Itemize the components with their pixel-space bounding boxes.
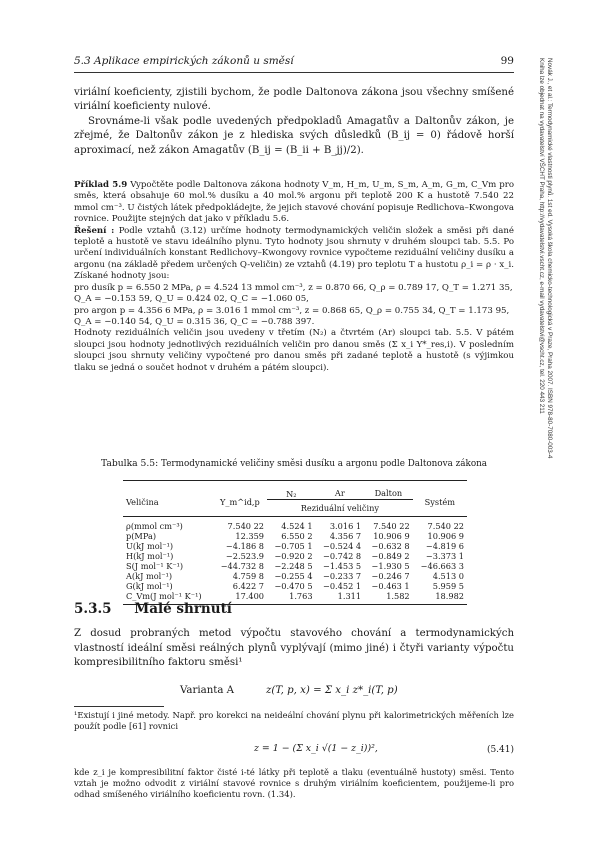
cell-ar: −0.233 7	[322, 571, 362, 581]
header-title: 5.3 Aplikace empirických zákonů u směsí	[74, 55, 294, 67]
cell-sys: 7.540 22	[427, 521, 464, 531]
example-closing: Hodnoty reziduálních veličin jsou uvedeny v třetím (N₂) a čtvrtém (Ar) sloupci tab. 5.5. V pátém sloupci jsou hodnoty jednotlivých reziduálních veličin pro danou směs (Σ x_i Y*_res,i). V posledním sloupci jsou shrnuty veličiny vypočtené pro danou směs při zadané teplotě a hustotě (s výjimkou tlaku se jedná o součet hodnot v druhém a pátém sloupci).	[74, 328, 514, 373]
table-caption-label: Tabulka 5.5:	[100, 458, 159, 469]
nitrogen-values-1: pro dusík p = 6.550 2 MPa, ρ = 4.524 13 mmol cm⁻³, z = 0.870 66, Q_ρ = 0.789 17, Q_T = 1.271 35,	[74, 282, 513, 293]
cell-dalton: 7.540 22	[373, 521, 410, 531]
cell-n2: 4.524 1	[281, 521, 313, 531]
cell-sys: −46.663 3	[420, 561, 464, 571]
cell-n2: −0.470 5	[274, 581, 313, 591]
variant-a	[180, 685, 398, 696]
solution-label: Řešení :	[74, 225, 115, 236]
footnote-text-2: kde z_i je kompresibilitní faktor čisté i-té látky při teplotě a tlaku (eventuálně hustoty) směsi. Tento vztah je možno odvodit z viriální stavové rovnice s druhým viriálním koeficientem, použijeme-li pro odhad smíšeného viriálního koeficientu rovn. (1.34).	[74, 766, 514, 800]
equation-number: (5.41)	[486, 744, 514, 755]
argon-values-2: Q_A = −0.140 54, Q_U = 0.315 36, Q_C = −0.788 397.	[74, 316, 315, 327]
cell-q: G(kJ mol⁻¹)	[126, 581, 173, 591]
cell-n2: 1.763	[289, 591, 313, 601]
col-ideal: Y_m^id,p	[219, 496, 260, 507]
page-number: 99	[500, 55, 514, 67]
cell-id: 12.359	[235, 531, 265, 541]
cell-q: ρ(mmol cm⁻³)	[126, 521, 183, 531]
table-row	[123, 581, 467, 591]
solution-text: Podle vztahů (3.12) určíme hodnoty termodynamických veličin složek a směsi při dané teplotě a hustotě ve stavu ideálního plynu. Tyto hodnoty jsou shrnuty v druhém sloupci tab. 5.5. Po určení individuálních konstant Redlichovy–Kwongovy rovnice vypočteme reziduální veličiny dusíku a argonu (na základě předem určených Q-veličin) ze vztahů (4.19) pro teplotu T a hustotu ρ_i = ρ · x_i. Získané hodnoty jsou:	[74, 225, 515, 282]
cell-dalton: 10.906 9	[373, 531, 410, 541]
table-row	[123, 561, 467, 571]
example-5-9	[74, 180, 514, 374]
cell-n2: −0.705 1	[274, 541, 313, 551]
col-dalton: Dalton	[374, 488, 403, 498]
argon-values-1: pro argon p = 4.356 6 MPa, ρ = 3.016 1 mmol cm⁻³, z = 0.868 65, Q_ρ = 0.755 34, Q_T = 1.173 95,	[74, 305, 510, 316]
table-row	[123, 591, 467, 601]
cell-ar: 1.311	[337, 591, 362, 601]
table-caption-text: Termodynamické veličiny směsi dusíku a argonu podle Daltonova zákona	[161, 459, 488, 469]
table-caption	[74, 458, 514, 469]
footnote-text-1: ¹Existují i jiné metody. Např. pro korekci na neideální chování plynu při kalorimetrických měřeních lze použít podle [61] rovnici	[74, 710, 514, 732]
cell-q: U(kJ mol⁻¹)	[126, 541, 174, 551]
col-n2: N₂	[286, 489, 297, 499]
table-row	[123, 541, 467, 551]
cell-dalton: −0.246 7	[371, 571, 410, 581]
footnote-rule	[74, 706, 164, 707]
cell-q: H(kJ mol⁻¹)	[126, 551, 174, 561]
cell-sys: 10.906 9	[427, 531, 464, 541]
section-heading	[74, 601, 232, 617]
section-number: 5.3.5	[74, 601, 112, 617]
cell-n2: −0.920 2	[274, 551, 313, 561]
col-system: Systém	[424, 496, 455, 507]
footnote-equation-block	[74, 737, 514, 765]
col-ar: Ar	[334, 488, 345, 498]
cell-id: 7.540 22	[227, 521, 265, 531]
table-row	[123, 521, 467, 531]
col-residual: Reziduální veličiny	[267, 500, 413, 517]
cell-sys: 18.982	[435, 591, 464, 601]
cell-ar: −1.453 5	[322, 561, 362, 571]
side-citation-line-2: Kniha lze objednat na vydavatelství VŠCHT Praha, http://vydavatelstvi.vscht.cz, e-mail vydavatelstvi@vscht.cz, tel. 220 443 211	[538, 58, 545, 414]
cell-id: 6.422 7	[232, 581, 265, 591]
page-header	[74, 55, 514, 67]
cell-n2: −0.255 4	[274, 571, 313, 581]
cell-id: −4.186 8	[225, 541, 265, 551]
cell-ar: −0.452 1	[322, 581, 362, 591]
cell-dalton: −1.930 5	[371, 561, 410, 571]
cell-sys: 5.959 5	[432, 581, 464, 591]
cell-n2: 6.550 2	[281, 531, 313, 541]
cell-q: A(kJ mol⁻¹)	[126, 571, 173, 581]
thermo-table	[123, 480, 467, 605]
intro-paragraph-1: viriální koeficienty, zjistili bychom, že podle Daltonova zákona jsou všechny smíšené viriální koeficienty nulové.	[74, 87, 514, 113]
table-row	[123, 571, 467, 581]
cell-q: C_Vm(J mol⁻¹ K⁻¹)	[126, 591, 202, 601]
cell-q: p(MPa)	[126, 531, 157, 541]
cell-id: −2.523.9	[225, 551, 265, 561]
cell-id: −44.732 8	[220, 561, 265, 571]
variant-equation: z(T, p, x) = Σ x_i z*_i(T, p)	[266, 685, 398, 696]
intro-paragraph-2: Srovnáme-li však podle uvedených předpokladů Amagatův a Daltonův zákon, je zřejmé, že Daltonův zákon je z hlediska svých důsledků (B_ij = 0) řádově horší aproximací, než zákon Amagatův (B_ij = (B_ii + B_jj)/2).	[74, 115, 514, 156]
cell-ar: 4.356 7	[329, 531, 362, 541]
main-text	[74, 86, 514, 374]
cell-n2: −2.248 5	[274, 561, 313, 571]
cell-q: S(J mol⁻¹ K⁻¹)	[126, 561, 184, 571]
table-row	[123, 531, 467, 541]
variant-label: Varianta A	[180, 685, 235, 696]
cell-sys: 4.513 0	[432, 571, 464, 581]
section-paragraph: Z dosud probraných metod výpočtu stavového chování a termodynamických vlastností ideální směsi reálných plynů vyplývají (mimo jiné) i čtyři varianty výpočtu kompresibilitního faktoru směsi¹	[74, 628, 514, 669]
cell-ar: −0.742 8	[322, 551, 362, 561]
side-citation-line-1: Novák J., et al.: Termodynamické vlastnosti plynů. 1st ed. Vysoká škola chemicko-technologická v Praze, Praha 2007. ISBN 978-80-7080-003-4	[546, 58, 553, 459]
cell-id: 4.759 8	[232, 571, 265, 581]
section-title: Malé shrnutí	[134, 601, 232, 617]
footnote	[74, 710, 514, 800]
cell-sys: −3.373 1	[425, 551, 464, 561]
cell-ar: −0.524 4	[322, 541, 362, 551]
cell-sys: −4.819 6	[425, 541, 464, 551]
col-quantity: Veličina	[126, 496, 159, 507]
nitrogen-values-2: Q_A = −0.153 59, Q_U = 0.424 02, Q_C = −1.060 05,	[74, 294, 309, 305]
cell-dalton: −0.463 1	[371, 581, 410, 591]
cell-dalton: −0.849 2	[371, 551, 410, 561]
example-text: Vypočtěte podle Daltonova zákona hodnoty V_m, H_m, U_m, S_m, A_m, G_m, C_Vm pro směs, která obsahuje 60 mol.% dusíku a 40 mol.% argonu při teplotě 200 K a hustotě 7.540 22 mmol cm⁻³. U čistých látek předpokládejte, že jejich stavové chování popisuje Redlichova–Kwongova rovnice. Použijte stejných dat jako v příkladu 5.6.	[74, 180, 515, 225]
example-label: Příklad 5.9	[74, 180, 128, 191]
side-citation	[537, 58, 553, 459]
cell-id: 17.400	[235, 591, 265, 601]
cell-dalton: 1.582	[386, 591, 410, 601]
cell-ar: 3.016 1	[329, 521, 362, 531]
footnote-equation: z = 1 − (Σ x_i √(1 − z_i))²,	[254, 742, 378, 754]
table-row	[123, 551, 467, 561]
cell-dalton: −0.632 8	[371, 541, 410, 551]
header-rule	[74, 72, 514, 73]
